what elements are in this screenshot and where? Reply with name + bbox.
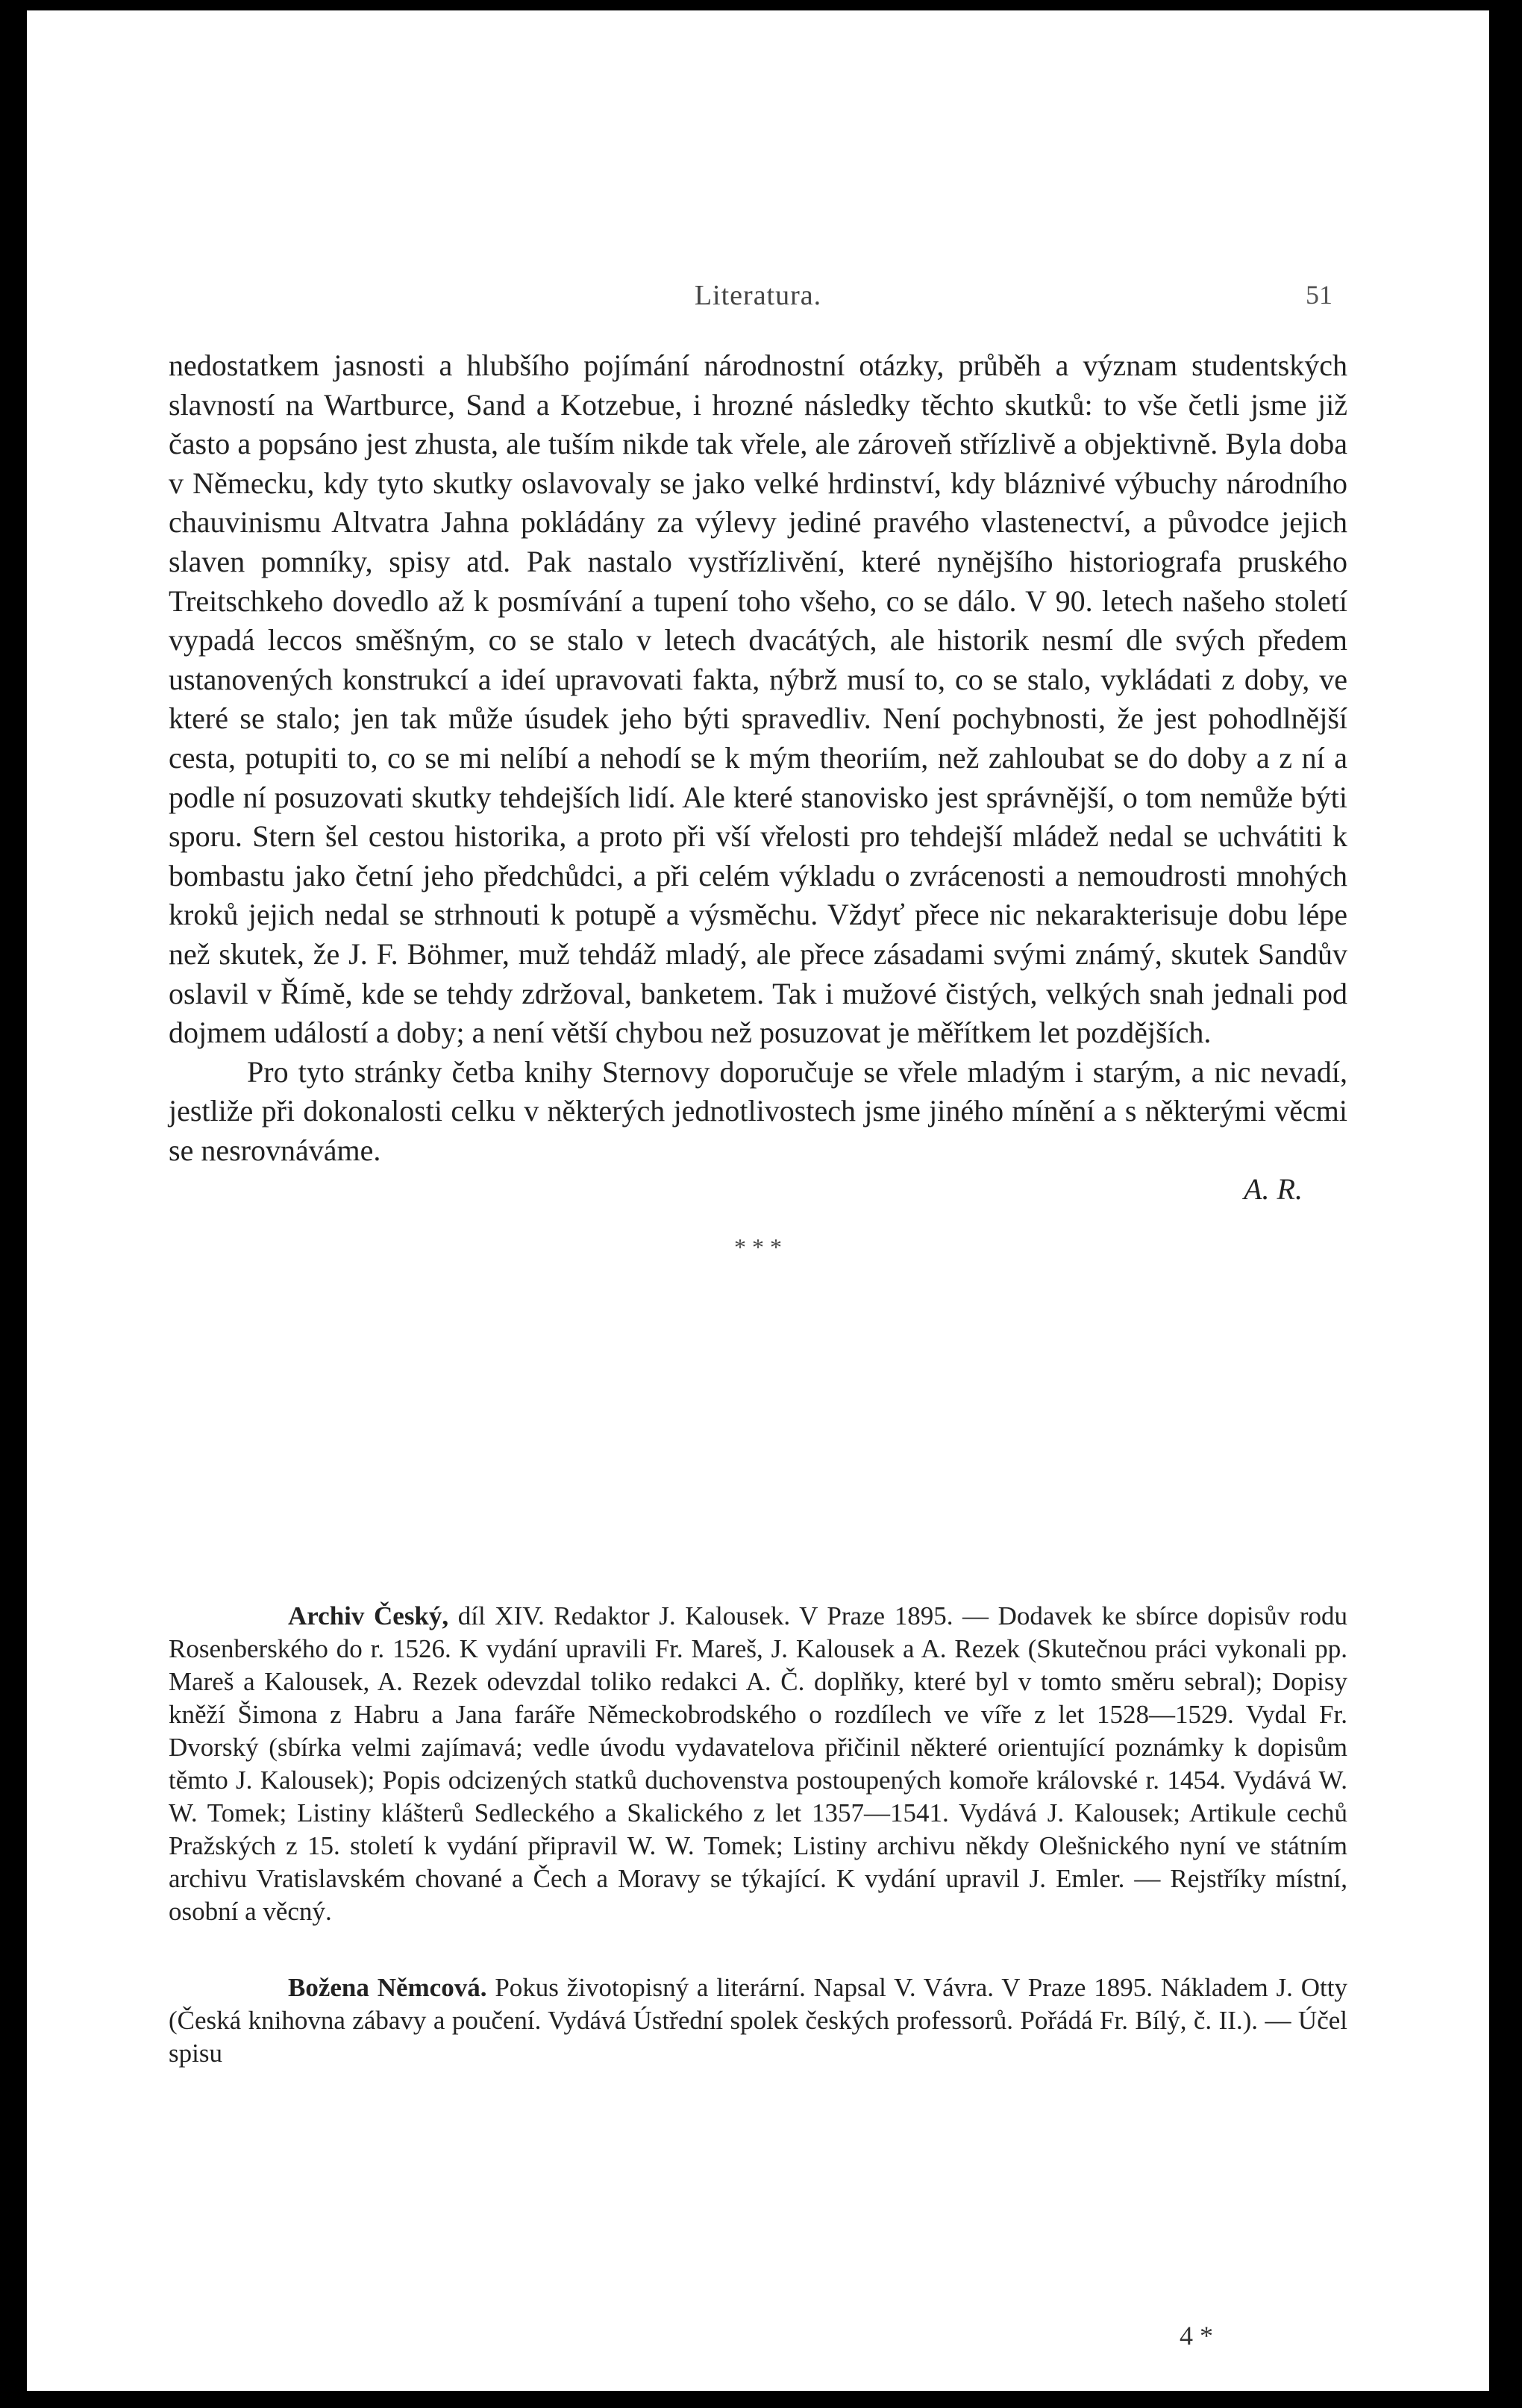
paragraph: Pro tyto stránky četba knihy Sternovy doporučuje se vřele mladým i starým, a nic nevadí, jestliže při dokonalosti celku v některých jednotlivostech jsme jiného mínění a s některými věcmi se nesrovnáváme. [169, 1054, 1347, 1167]
review-title: Archiv Český, [288, 1601, 449, 1630]
review-text: díl XIV. Redaktor J. Kalousek. V Praze 1895. — Dodavek ke sbírce dopisův rodu Rosenberského do r. 1526. K vydání upravili Fr. Mareš, J. Kalousek a A. Rezek (Skutečnou práci vykonali pp. Mareš a Kalousek, A. Rezek odevzdal toliko redakci A. Č. doplňky, které byl v tomto směru sebral); Dopisy kněží Šimona z Habru a Jana faráře Německobrodského o rozdílech ve víře z let 1528—1529. Vydal Fr. Dvorský (sbírka velmi zajímavá; vedle úvodu vydavatelova přičinil některé orientující poznámky k dopisům těmto J. Kalousek); Popis odcizených statků duchovenstva postoupených komoře královské r. 1454. Vydává W. W. Tomek; Listiny klášterů Sedleckého a Skalického z let 1357—1541. Vydává J. Kalousek; Artikule cechů Pražských z 15. století k vydání připravil W. W. Tomek; Listiny archivu někdy Olešnického nyní ve státním archivu Vratislavském chované a Čech a Moravy se týkající. K vydání upravil J. Emler. — Rejstříky místní, osobní a věcný. [169, 1601, 1347, 1926]
review-title: Božena Němcová. [288, 1973, 487, 2002]
main-text [169, 346, 1347, 1262]
author-signature: A. R. [1244, 1172, 1303, 1207]
review-text: Pokus životopisný a literární. Napsal V. Vávra. V Praze 1895. Nákladem J. Otty (Česká knihovna zábavy a poučení. Vydává Ústřední spolek českých professorů. Pořádá Fr. Bílý, č. II.). — Účel spisu [169, 1973, 1347, 2068]
signature-mark: 4 * [1180, 2321, 1213, 2351]
review-entry [169, 1971, 1347, 2070]
page-number: 51 [1306, 280, 1332, 310]
scanned-page [27, 10, 1489, 2391]
running-title: Literatura. [694, 280, 822, 311]
review-list [169, 1600, 1347, 2113]
page-header [27, 279, 1489, 324]
review-entry [169, 1600, 1347, 1928]
paragraph: nedostatkem jasnosti a hlubšího pojímání národnostní otázky, průběh a význam studentských slavností na Wartburce, Sand a Kotzebue, i hrozné následky těchto skutků: to vše četli jsme již často a popsáno jest zhusta, ale tuším nikde tak vřele, ale zároveň střízlivě a objektivně. Byla doba v Německu, kdy tyto skutky oslavovaly se jako velké hrdinství, kdy bláznivé výbuchy národního chauvinismu Altvatra Jahna pokládány za výlevy jediné pravého vlastenectví, a původce jejich slaven pomníky, spisy atd. Pak nastalo vystřízlivění, které nynějšího historiografa pruského Treitschkeho dovedlo až k posmívání a tupení toho všeho, co se dálo. V 90. letech našeho století vypadá leccos směšným, co se stalo v letech dvacátých, ale historik nesmí dle svých předem ustanovených konstrukcí a ideí upravovati fakta, nýbrž musí to, co se stalo, vykládati z doby, ve které se stalo; jen tak může úsudek jeho býti spravedliv. Není pochybnosti, že jest pohodlnější cesta, potupiti to, co se mi nelíbí a nehodí se k mým theoriím, než zahloubat se do doby a z ní a podle ní posuzovati skutky tehdejších lidí. Ale které stanovisko jest správnější, o tom nemůže býti sporu. Stern šel cestou historika, a proto při vší vřelosti pro tehdejší mládež nedal se uchvátiti k bombastu jako četní jeho předchůdci, a při celém výkladu o zvrácenosti a nemoudrosti mnohých kroků jejich nedal se strhnouti k potupě a výsměchu. Vždyť přece nic nekarakterisuje dobu lépe než skutek, že J. F. Böhmer, muž tehdáž mladý, ale přece zásadami svými známý, skutek Sandův oslavil v Římě, kde se tehdy zdržoval, banketem. Tak i mužové čistých, velkých snah jednali pod dojmem událostí a doby; a není větší chybou než posuzovat je měřítkem let pozdějších. [169, 348, 1347, 1050]
section-separator: * * * [734, 1233, 782, 1261]
